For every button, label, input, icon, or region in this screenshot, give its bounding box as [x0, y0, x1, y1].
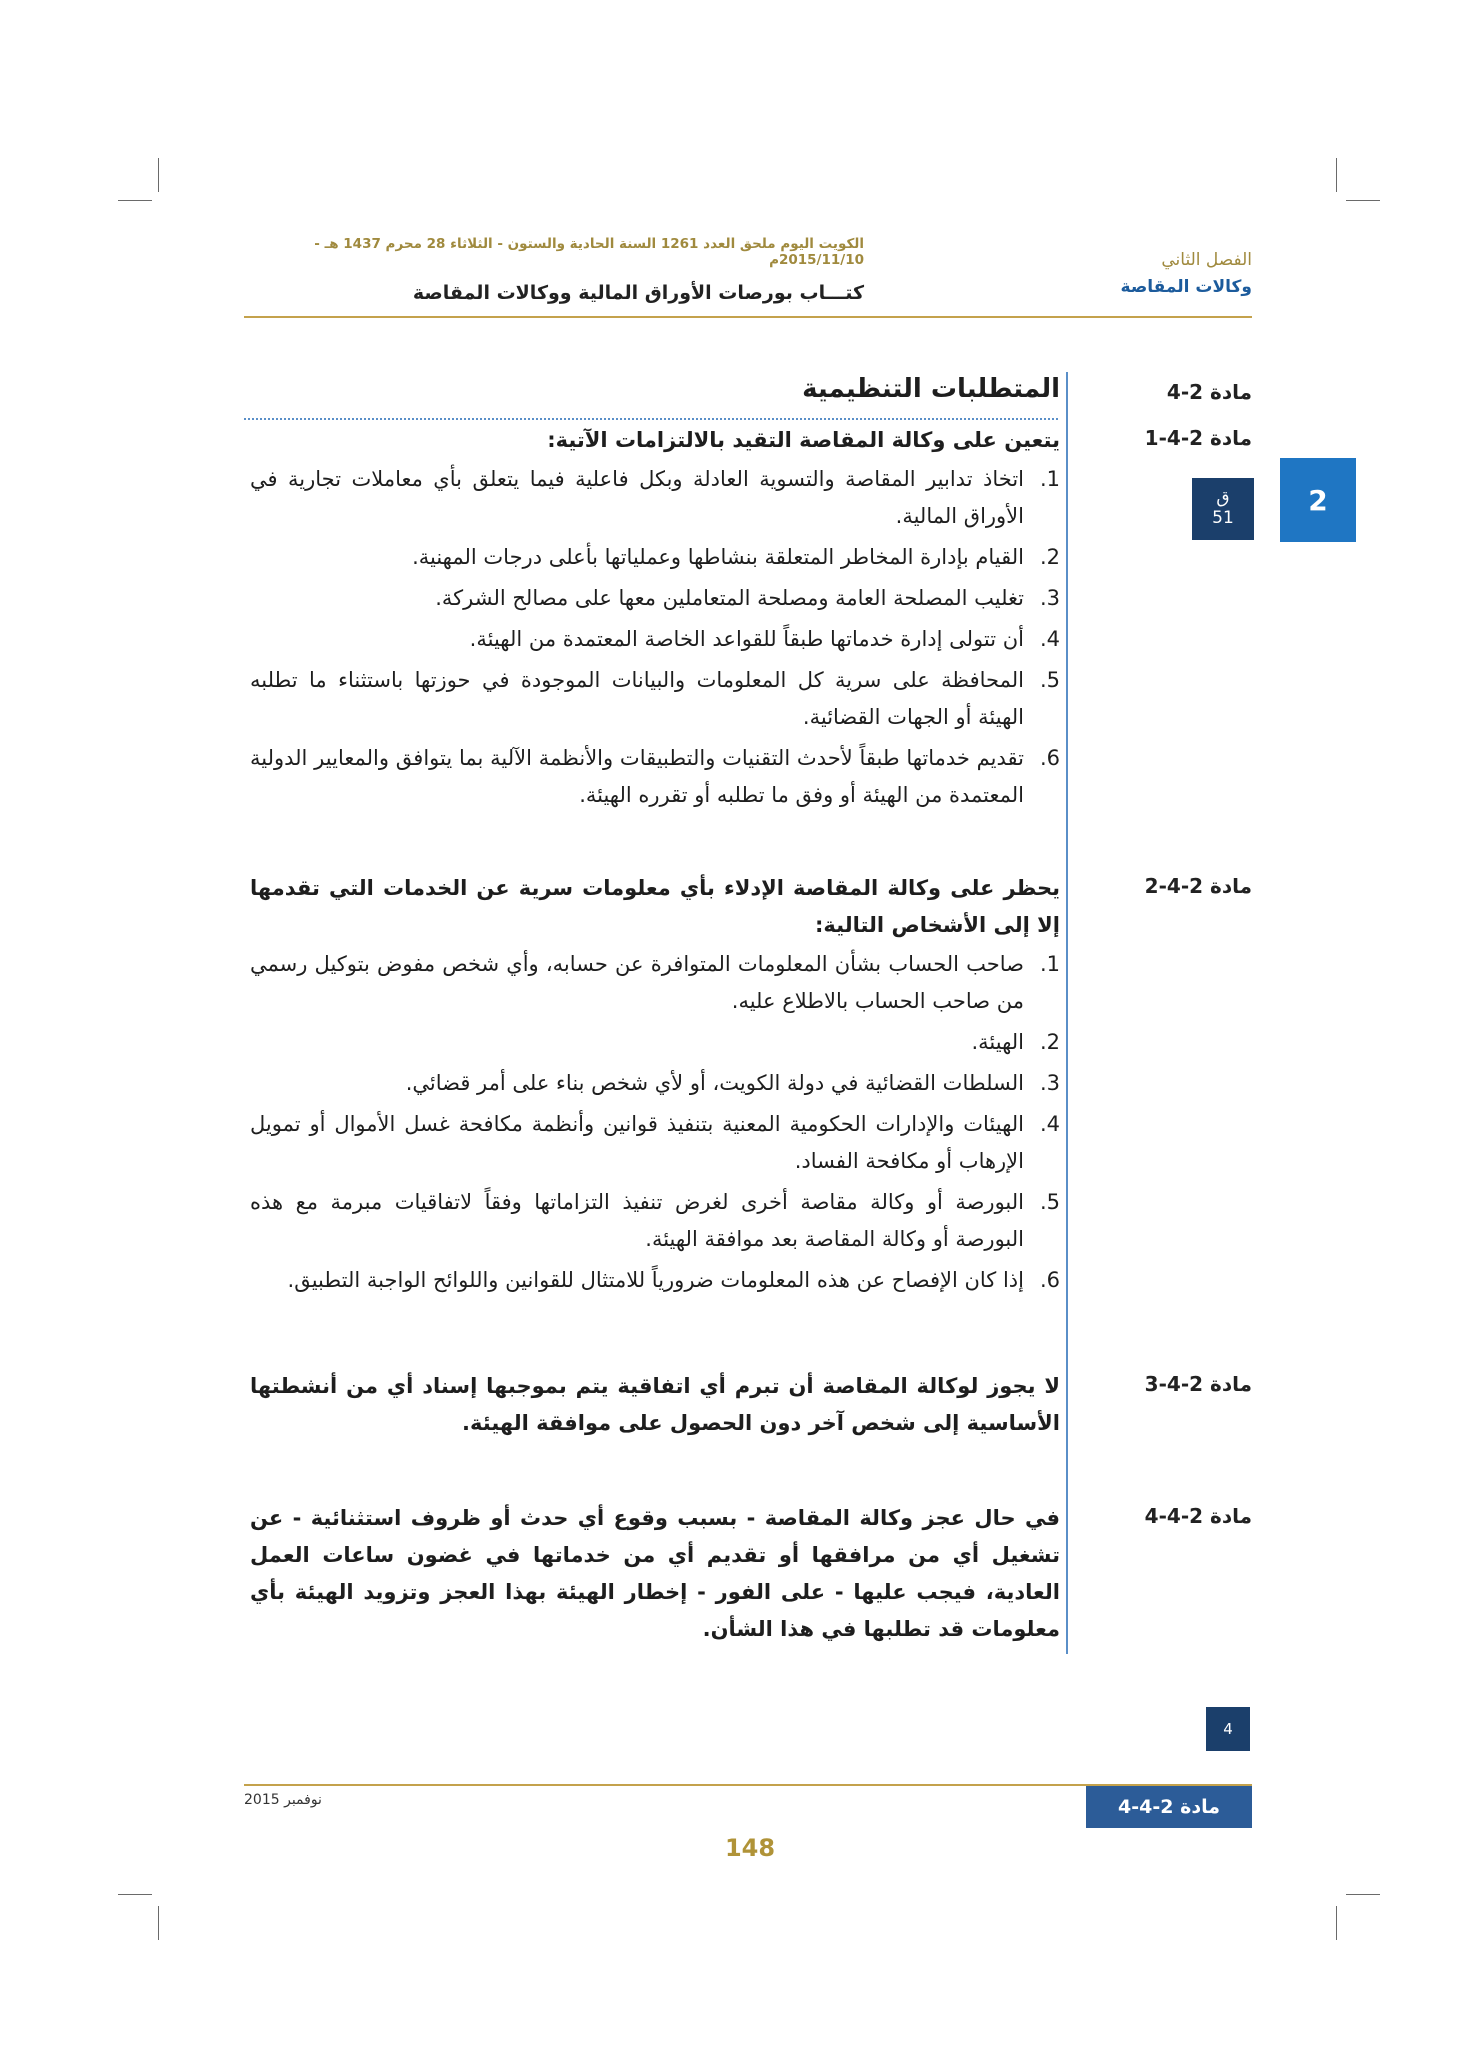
article-2-4-3 [250, 1368, 1060, 1442]
dotted-separator [244, 418, 1058, 420]
q-number: 51 [1212, 508, 1234, 528]
item-number: 6. [1039, 746, 1060, 770]
list-item [250, 662, 1060, 736]
item-text: تقديم خدماتها طبقاً لأحدث التقنيات والتطبيقات والأنظمة الآلية بما يتوافق والمعايير الدولية المعتمدة من الهيئة أو وفق ما تطلبه أو تقرره الهيئة. [250, 746, 1024, 807]
list-item [250, 1262, 1060, 1299]
list-item [250, 621, 1060, 658]
crop-mark [118, 200, 152, 201]
article-text: لا يجوز لوكالة المقاصة أن تبرم أي اتفاقية يتم بموجبها إسناد أي من أنشطتها الأساسية إلى شخص آخر دون الحصول على موافقة الهيئة. [250, 1374, 1060, 1435]
q-letter: ق [1216, 488, 1230, 509]
article-2-4-1 [250, 422, 1060, 818]
gazette-line: الكويت اليوم ملحق العدد 1261 السنة الحادية والستون - الثلاثاء 28 محرم 1437 هـ - 2015/11/10م [314, 236, 864, 268]
item-text: السلطات القضائية في دولة الكويت، أو لأي شخص بناء على أمر قضائي. [405, 1071, 1024, 1095]
item-number: 4. [1039, 627, 1060, 651]
item-number: 3. [1039, 586, 1060, 610]
item-text: الهيئات والإدارات الحكومية المعنية بتنفيذ قوانين وأنظمة مكافحة غسل الأموال أو تمويل الإرهاب أو مكافحة الفساد. [250, 1112, 1024, 1173]
item-text: البورصة أو وكالة مقاصة أخرى لغرض تنفيذ التزاماتها وفقاً لاتفاقيات مبرمة مع هذه البورصة أو وكالة المقاصة بعد موافقة الهيئة. [250, 1190, 1024, 1251]
article-2-4-2 [250, 870, 1060, 1303]
list-item [250, 539, 1060, 576]
item-number: 3. [1039, 1071, 1060, 1095]
article-intro: يحظر على وكالة المقاصة الإدلاء بأي معلومات سرية عن الخدمات التي تقدمها إلا إلى الأشخاص التالية: [250, 876, 1060, 937]
q-reference-box [1192, 478, 1254, 540]
page-box: 4 [1206, 1707, 1250, 1751]
item-text: اتخاذ تدابير المقاصة والتسوية العادلة وبكل فاعلية فيما يتعلق بأي معاملات تجارية في الأوراق المالية. [250, 467, 1024, 528]
article-label: مادة 2-4-4 [1144, 1504, 1252, 1528]
crop-mark [1336, 158, 1337, 192]
list-item [250, 946, 1060, 1020]
section-label: مادة 2-4 [1166, 380, 1252, 404]
item-number: 2. [1039, 545, 1060, 569]
item-text: المحافظة على سرية كل المعلومات والبيانات الموجودة في حوزتها باستثناء ما تطلبه الهيئة أو الجهات القضائية. [250, 668, 1024, 729]
article-label: مادة 2-4-3 [1144, 1372, 1252, 1396]
crop-mark [158, 158, 159, 192]
list-item [250, 1184, 1060, 1258]
chapter-subtitle: وكالات المقاصة [1120, 277, 1252, 297]
crop-mark [1346, 200, 1380, 201]
list-item [250, 740, 1060, 814]
article-label: مادة 2-4-2 [1144, 874, 1252, 898]
page-number: 148 [724, 1834, 776, 1862]
footer-article-tab: مادة 2-4-4 [1086, 1786, 1252, 1828]
crop-mark [1336, 1906, 1337, 1940]
chapter-name: الفصل الثاني [1161, 250, 1252, 270]
article-label: مادة 2-4-1 [1144, 426, 1252, 450]
item-text: أن تتولى إدارة خدماتها طبقاً للقواعد الخاصة المعتمدة من الهيئة. [469, 627, 1024, 651]
list-item [250, 1065, 1060, 1102]
obligation-list [250, 461, 1060, 814]
item-number: 5. [1039, 668, 1060, 692]
item-number: 1. [1039, 467, 1060, 491]
item-text: القيام بإدارة المخاطر المتعلقة بنشاطها وعملياتها بأعلى درجات المهنية. [412, 545, 1024, 569]
item-number: 5. [1039, 1190, 1060, 1214]
article-2-4-4 [250, 1500, 1060, 1648]
footer-date: نوفمبر 2015 [244, 1792, 322, 1808]
item-number: 1. [1039, 952, 1060, 976]
list-item [250, 1106, 1060, 1180]
item-text: تغليب المصلحة العامة ومصلحة المتعاملين معها على مصالح الشركة. [435, 586, 1024, 610]
crop-mark [118, 1894, 152, 1895]
header-rule [244, 316, 1252, 318]
chapter-tab: 2 [1280, 458, 1356, 542]
column-rule [1066, 372, 1068, 1654]
section-heading: المتطلبات التنظيمية [802, 374, 1060, 404]
item-text: إذا كان الإفصاح عن هذه المعلومات ضرورياً للامتثال للقوانين واللوائح الواجبة التطبيق. [287, 1268, 1024, 1292]
disclosure-list [250, 946, 1060, 1299]
item-text: الهيئة. [971, 1030, 1024, 1054]
crop-mark [1346, 1894, 1380, 1895]
document-title: كتـــاب بورصات الأوراق المالية ووكالات المقاصة [412, 282, 864, 304]
list-item [250, 461, 1060, 535]
article-text: في حال عجز وكالة المقاصة - بسبب وقوع أي حدث أو ظروف استثنائية - عن تشغيل أي من مرافقها أو تقديم أي من خدماتها في غضون ساعات العمل العادية، فيجب عليها - على الفور - إخطار الهيئة بهذا العجز وتزويد الهيئة بأي معلومات قد تطلبها في هذا الشأن. [250, 1506, 1060, 1641]
list-item [250, 1024, 1060, 1061]
list-item [250, 580, 1060, 617]
crop-mark [158, 1906, 159, 1940]
item-number: 4. [1039, 1112, 1060, 1136]
article-intro: يتعين على وكالة المقاصة التقيد بالالتزامات الآتية: [547, 428, 1060, 452]
item-number: 2. [1039, 1030, 1060, 1054]
item-text: صاحب الحساب بشأن المعلومات المتوافرة عن حسابه، وأي شخص مفوض بتوكيل رسمي من صاحب الحساب بالاطلاع عليه. [250, 952, 1024, 1013]
item-number: 6. [1039, 1268, 1060, 1292]
